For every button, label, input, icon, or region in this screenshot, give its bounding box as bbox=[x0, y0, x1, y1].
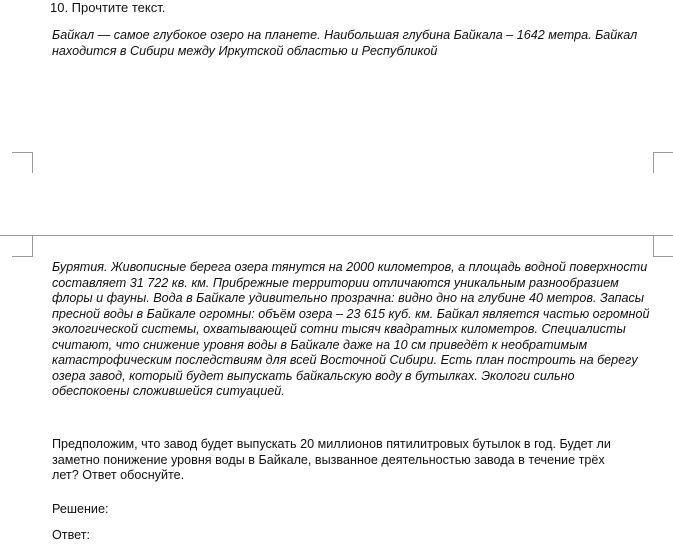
solution-label: Решение: bbox=[52, 502, 109, 516]
question-paragraph: Предположим, что завод будет выпускать 20 миллионов пятилитровых бутылок в год. Будет ли заметно понижение уровня воды в Байкале, вызванное деятельностью завода в течение трёх лет? Ответ обоснуйте. bbox=[52, 437, 611, 482]
document-page-top bbox=[0, 0, 673, 198]
task-title: 10. Прочтите текст. bbox=[50, 0, 166, 15]
answer-label: Ответ: bbox=[52, 528, 90, 542]
intro-paragraph: Байкал — самое глубокое озеро на планете. Наибольшая глубина Байкала – 1642 метра. Байкал находится в Сибири между Иркутской областью и Республикой bbox=[52, 28, 638, 58]
page-gap bbox=[0, 198, 673, 236]
continued-paragraph: Бурятия. Живописные берега озера тянутся на 2000 километров, а площадь водной поверхности составляет 31 722 кв. км. Прибрежные территории отличаются уникальным разнообразием флоры и фауны. Вода в Байкале удивительно прозрачна: видно дно на глубине 40 метров. Запасы пресной воды в Байкале огромны: объём озера – 23 615 куб. км. Байкал является частью огромной экологической системы, охватывающей сотни тысяч квадратных километров. Специалисты считают, что снижение уровня воды в Байкале даже на 10 см приведёт к необратимым катастрофическим последствиям для всей Восточной Сибири. Есть план построить на берегу озера завод, который будет выпускать байкальскую воду в бутылках. Экологи сильно обеспокоены сложившейся ситуацией. bbox=[52, 260, 650, 398]
page-corner-mark bbox=[12, 236, 33, 257]
page-corner-mark bbox=[653, 236, 673, 257]
page-corner-mark bbox=[653, 152, 673, 173]
page-corner-mark bbox=[12, 152, 33, 173]
